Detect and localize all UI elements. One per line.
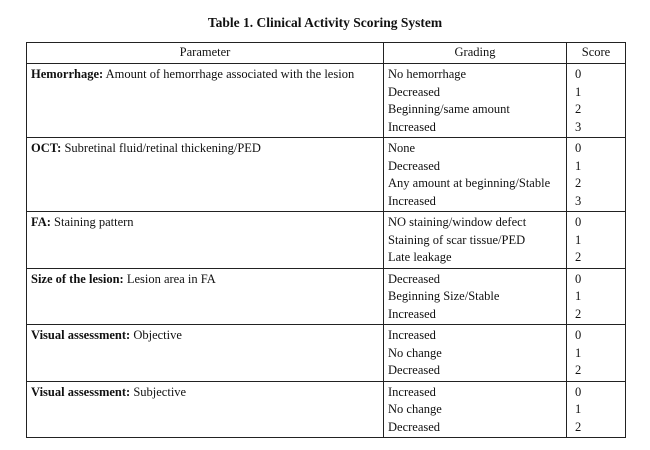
table-row (27, 212, 626, 269)
score-cell (567, 138, 626, 212)
table-row (27, 381, 626, 438)
parameter-cell (27, 64, 384, 138)
score-value: 1 (575, 158, 582, 173)
grade-item: Decreased (388, 271, 441, 286)
header-grading: Grading (384, 43, 567, 64)
grade-item: Increased (388, 328, 436, 342)
grade-item: No hemorrhage (388, 67, 467, 81)
score-value: 2 (575, 102, 582, 116)
parameter-description: Lesion area in FA (126, 271, 216, 286)
score-cell (567, 64, 626, 138)
score-value: 0 (575, 67, 582, 81)
grading-cell (384, 381, 567, 438)
parameter-name: Visual assessment: (31, 328, 131, 342)
grading-cell (384, 268, 567, 325)
grade-item: Increased (388, 384, 436, 399)
parameter-cell (27, 325, 384, 382)
score-value: 1 (575, 232, 582, 247)
grade-item: Staining of scar tissue/PED (388, 232, 526, 247)
score-value: 0 (575, 271, 582, 286)
grade-item: Decreased (388, 158, 441, 173)
score-value: 0 (575, 328, 582, 342)
table-caption: Table 1. Clinical Activity Scoring System (207, 15, 443, 30)
grade-item: Beginning Size/Stable (388, 289, 500, 303)
grading-cell (384, 64, 567, 138)
grading-cell (384, 212, 567, 269)
grade-item: No change (388, 345, 442, 360)
grade-item: Increased (388, 306, 436, 321)
parameter-name: OCT: (31, 141, 62, 155)
parameter-cell (27, 268, 384, 325)
grade-item: Decreased (388, 363, 441, 377)
score-value: 2 (575, 176, 582, 190)
grade-item: None (388, 141, 416, 155)
grade-item: NO staining/window defect (388, 215, 527, 229)
score-cell (567, 381, 626, 438)
score-value: 0 (575, 215, 582, 229)
header-score: Score (567, 43, 626, 64)
table-row (27, 64, 626, 138)
grade-item: Any amount at beginning/Stable (388, 176, 551, 190)
score-value: 1 (575, 345, 582, 360)
score-value: 1 (575, 84, 582, 99)
parameter-description: Amount of hemorrhage associated with the lesion (105, 67, 355, 81)
score-value: 2 (575, 363, 582, 377)
parameter-description: Staining pattern (54, 215, 134, 229)
score-cell (567, 325, 626, 382)
table-row (27, 138, 626, 212)
score-value: 3 (575, 119, 582, 134)
score-value: 2 (575, 306, 582, 321)
parameter-name: Visual assessment: (31, 384, 131, 399)
table-row (27, 325, 626, 382)
grade-item: Increased (388, 119, 436, 134)
grading-cell (384, 138, 567, 212)
parameter-description: Subretinal fluid/retinal thickening/PED (64, 141, 261, 155)
parameter-name: Hemorrhage: (31, 67, 104, 81)
parameter-cell (27, 381, 384, 438)
parameter-cell (27, 212, 384, 269)
grade-item: Increased (388, 193, 436, 208)
grade-item: Decreased (388, 419, 441, 434)
grade-item: Late leakage (388, 250, 452, 264)
parameter-name: FA: (31, 215, 51, 229)
grade-item: Decreased (388, 84, 441, 99)
parameter-description: Objective (133, 328, 182, 342)
table-header-row (27, 43, 626, 64)
grade-item: No change (388, 402, 442, 416)
clinical-activity-scoring-table (26, 42, 626, 438)
score-value: 0 (575, 141, 582, 155)
score-cell (567, 212, 626, 269)
score-value: 3 (575, 193, 582, 208)
score-value: 2 (575, 250, 582, 264)
score-cell (567, 268, 626, 325)
grading-cell (384, 325, 567, 382)
parameter-description: Subjective (133, 384, 187, 399)
score-value: 2 (575, 419, 582, 434)
grade-item: Beginning/same amount (388, 102, 510, 116)
header-parameter: Parameter (27, 43, 384, 64)
score-value: 1 (575, 402, 582, 416)
parameter-name: Size of the lesion: (31, 271, 124, 286)
score-value: 1 (575, 289, 582, 303)
table-row (27, 268, 626, 325)
score-value: 0 (575, 384, 582, 399)
parameter-cell (27, 138, 384, 212)
